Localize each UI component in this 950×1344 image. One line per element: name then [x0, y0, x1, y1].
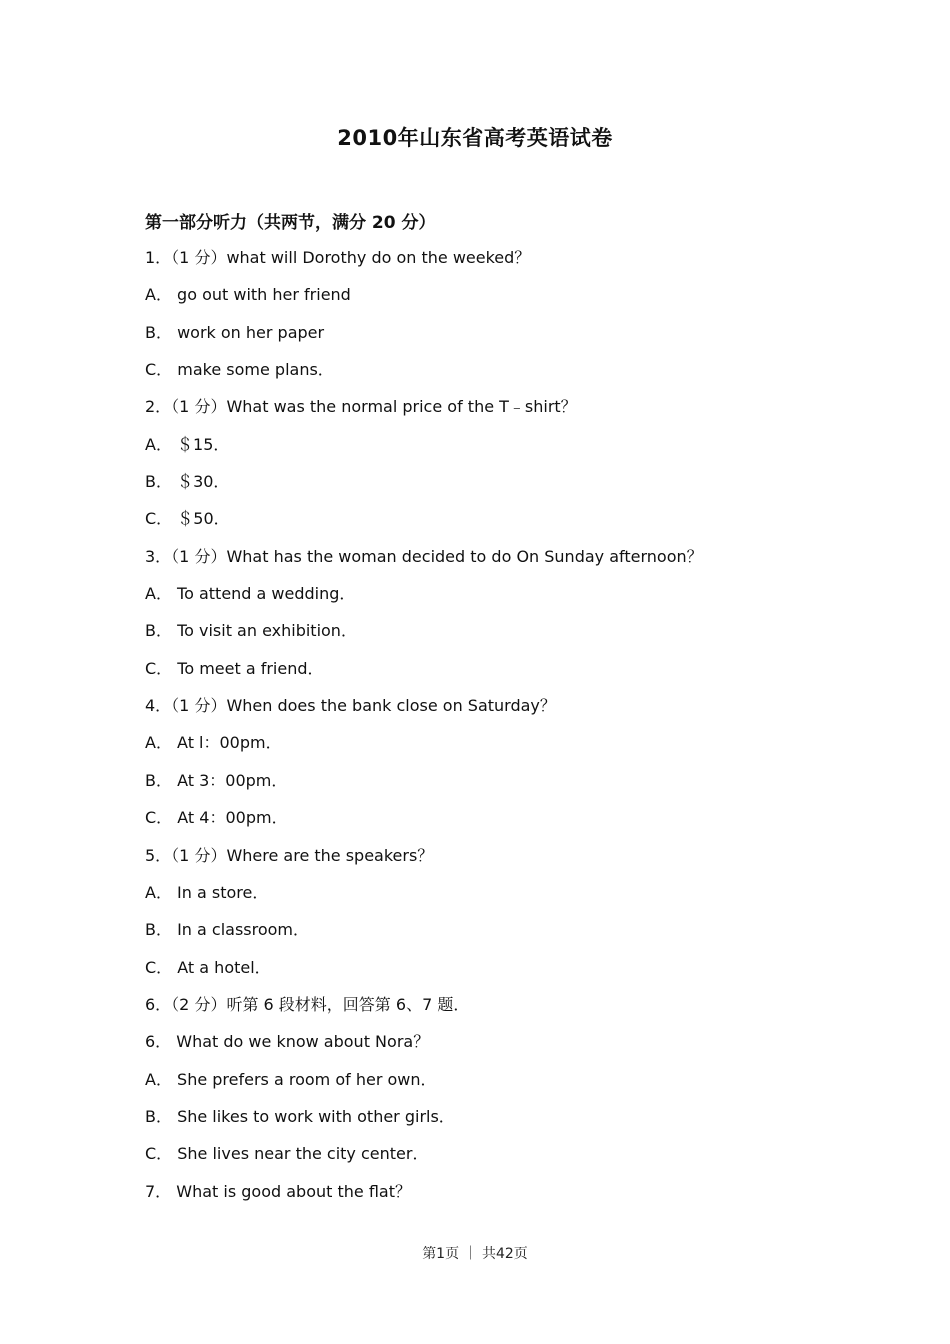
question-line: 2．（1 分）What was the normal price of the T﹣shirt？: [145, 397, 577, 417]
option-line: C． make some plans．: [145, 360, 334, 380]
option-line: A． go out with her friend: [145, 285, 351, 305]
option-line: B． In a classroom．: [145, 920, 310, 940]
question-list: [145, 245, 845, 1216]
option-line: A． ＄15．: [145, 434, 230, 454]
question-line: 4．（1 分）When does the bank close on Saturday？: [145, 696, 556, 716]
option-line: C． ＄50．: [145, 509, 230, 529]
option-line: C． To meet a friend．: [145, 658, 324, 678]
option-line: B． To visit an exhibition．: [145, 621, 357, 641]
page-footer: 第1页 ｜ 共42页: [422, 1246, 528, 1262]
question-line: 3．（1 分）What has the woman decided to do On Sunday afternoon？: [145, 546, 703, 566]
option-line: B． She likes to work with other girls．: [145, 1106, 455, 1126]
option-line: C． At 4：00pm．: [145, 808, 288, 828]
question-line: 6．（2 分）听第 6 段材料，回答第 6、7 题．: [145, 994, 470, 1014]
document-title: 2010年山东省高考英语试卷: [337, 126, 613, 150]
option-line: A． She prefers a room of her own．: [145, 1069, 437, 1089]
option-line: A． At l：00pm．: [145, 733, 282, 753]
question-line: 5．（1 分）Where are the speakers？: [145, 845, 434, 865]
option-line: B． ＄30．: [145, 472, 230, 492]
question-line: 1．（1 分）what will Dorothy do on the weeked？: [145, 248, 531, 267]
question-line: 7． What is good about the flat？: [145, 1181, 411, 1201]
option-line: B． work on her paper: [145, 322, 325, 342]
question-line: 6． What do we know about Nora？: [145, 1032, 430, 1052]
option-line: C． At a hotel．: [145, 957, 271, 977]
option-line: A． To attend a wedding．: [145, 584, 356, 604]
option-line: C． She lives near the city center．: [145, 1144, 429, 1164]
option-line: A． In a store．: [145, 882, 269, 902]
section-heading: 第一部分听力（共两节，满分 20 分）: [145, 213, 436, 233]
option-line: B． At 3：00pm．: [145, 770, 288, 790]
